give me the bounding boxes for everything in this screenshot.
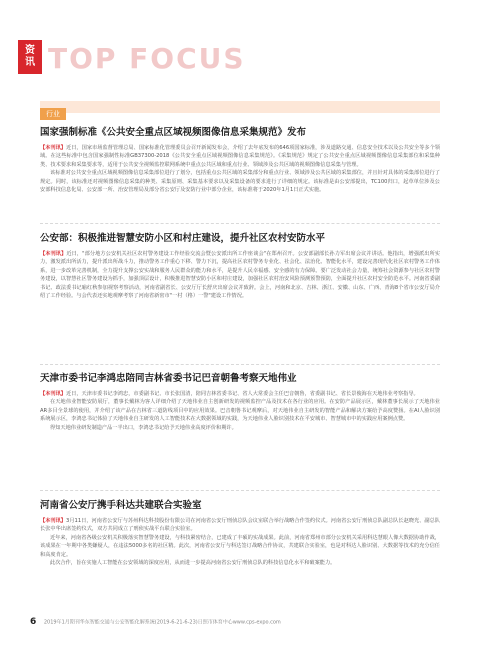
article-paragraph: 【本刊讯】近日，国家市场监督管理总局、国家标准化管理委员会召开新闻发布会，介绍了去年底发布的646项国家标准，涉及道路交通、信息安全技术以及公共安全等多个领域。在这些标准中包含国家强制性标准GB37300-2018《公共安全重点区域视频图像信息采集规范》。《采集规范》规定了公共安全重点区域视频图像信息采集部位和采集种类、技术要求和采集要求等，适用于公共安全视频监控联网系统中重点公共区域和重点行业、领域涉及公共区域的视频图像信息采集与管理。	[40, 145, 440, 168]
article-title: 天津市委书记李鸿忠陪同吉林省委书记巴音朝鲁考察天地伟业	[40, 373, 297, 384]
column-badge	[18, 40, 42, 74]
article-paragraph: 【本刊讯】近日，天津市委书记李鸿忠，市委副书记、市长张国清，陪同吉林省委书记、省人大常委会主任巴音朝鲁，省委副书记、省长景俊海在天地伟业考察指导。	[40, 391, 419, 397]
article-paragraph: 【本刊讯】近日，"部分地方公安机关社区农村警务建设工作经验交流会暨公安派出所工作座谈会"在郑州召开。公安部副部长孙力军出席会议并讲话。他指出，增强派出所实力，激发派出所活力，提升派出所战斗力，推动警务工作重心下移、警力下沉，提高社区农村警务专业化、社会化、法治化、智能化水平，建设完善现代化社区农村警务工作体系，进一步改革完善机制，全力提升支撑公安实战和服务人民群众的能力和水平，是提升人民幸福感、安全感的有力保障。要广泛发动社会力量，统筹社会资源参与社区农村警务建设，以智慧社区警务建设为抓手，加强顶层设计，积极推进智慧安防小区和村庄建设，加强社区农村治安风险预测预警预防，全面提升社区农村安全防范水平。河南省委副书记、政法委书记喻红秋参加视察考察活动，河南省副省长、公安厅厅长舒庆出席会议并致辞。会上，河南和北京、吉林、浙江、安徽、山东、广西、青海8个省市公安厅局介绍了工作经验。与会代表还实地观摩考察了河南省新密市"一村（格）一警"建设工作情况。	[40, 251, 440, 300]
article-3	[40, 370, 440, 432]
source-tag: 【本刊讯】	[40, 391, 66, 397]
masthead	[0, 40, 480, 76]
article-2	[40, 230, 440, 300]
article-paragraph: 该标准对公共安全重点区域视频图像信息采集部位进行了划分，包括重点公共区域的采集部分和重点行业、领域涉及公共区域的采集部位，并且针对具体的采集部位进行了规定。同时，该标准还对视频图像信息采集的种类、采集原则、采集基本要求以及采集设备的要求进行了详细的规定。该标准是由公安部提出，TC100归口，起草单位涉及公安部科技信息化局、公安部一所、治安管理局及部分省公安厅及安防行业中部分企业，该标准将于2020年1月1日正式实施。	[40, 170, 440, 194]
column-badge-line1: 资	[25, 45, 35, 56]
divider	[40, 364, 440, 365]
divider	[40, 223, 440, 224]
article-title: 公安部：积极推进智慧安防小区和村庄建设，提升社区农村安防水平	[40, 233, 326, 244]
source-tag: 【本刊讯】	[40, 518, 67, 524]
article-1	[40, 124, 440, 194]
source-tag: 【本刊讯】	[40, 251, 67, 257]
article-paragraph: 此次合作，旨在实施人工智能在公安领域的深度应用，从而进一步提高河南省公安厅刑侦总队的科技信息化水平和破案能力。	[50, 560, 336, 567]
section-tag	[40, 101, 440, 118]
article-paragraph: 得知天地伟业研发制造产品一半出口，李鸿忠书记给予天地伟业高度评价和期许。	[50, 424, 237, 431]
section-tag-label: 行业	[40, 108, 66, 120]
page-number: 6	[30, 617, 37, 627]
page-footer	[30, 617, 281, 627]
divider	[40, 490, 440, 491]
column-badge-line2: 讯	[25, 57, 35, 68]
article-4	[40, 497, 440, 567]
article-paragraph: 在天地伟业智能安防展厅，董事长戴林为客人详细介绍了天地伟业自主创新研发的视频监控产品及技术在各行业的应用。在安防产品展示区，戴林董事长展示了天地伟业AR多目全景球的使用，并介绍了该产品在吉林省三道防线项目中的应用效果。巴音朝鲁书记观摩后，对天地伟业自主研发的智能产品和解决方案给予高度赞扬。在AI人脸识别系统展示区，李鸿忠书记体验了天地伟业自主研发的人工智能技术在大数据领域的实践，为天地伟业人脸识别技术在平安城市、智慧城市中的实践应用案例点赞。	[40, 399, 440, 423]
article-title: 国家强制标准《公共安全重点区域视频图像信息采集规范》发布	[40, 127, 307, 138]
source-tag: 【本刊讯】	[40, 145, 67, 151]
footer-text: 2019年1月期刊华东智能交通与公安智能化解系统(2019-6-21-6-23)日照市体育中心www.cps-expo.com	[43, 619, 281, 626]
article-paragraph: 【本刊讯】3月11日，河南省公安厅与苏州科达科技股份有限公司在河南省公安厅刑侦总队会议室联合举行战略合作签约仪式。河南省公安厅刑侦总队副总队长赵晓光、副总队长张中华出席签约仪式，双方共同成立了刑侦实战平台联合实验室。	[40, 518, 440, 533]
article-paragraph: 近年来，河南省各级公安机关积极落实智慧警务建设，与科技紧密结合，已建成了丰硕的实战成果。此前，河南省郑州市部分公安机关采用科达慧眼人像大数据协助作战，该成果在一年期中各类嫌疑人，在违法5000多名的社区精。此次，河南省公安厅与科达签订战略合作协议，共建联合实验室，也是对科达人脸识别、大数据等技术的充分信任和高度肯定。	[40, 534, 440, 558]
article-title: 河南省公安厅携手科达共建联合实验室	[40, 500, 202, 511]
column-title: TOP FOCUS	[48, 42, 246, 75]
